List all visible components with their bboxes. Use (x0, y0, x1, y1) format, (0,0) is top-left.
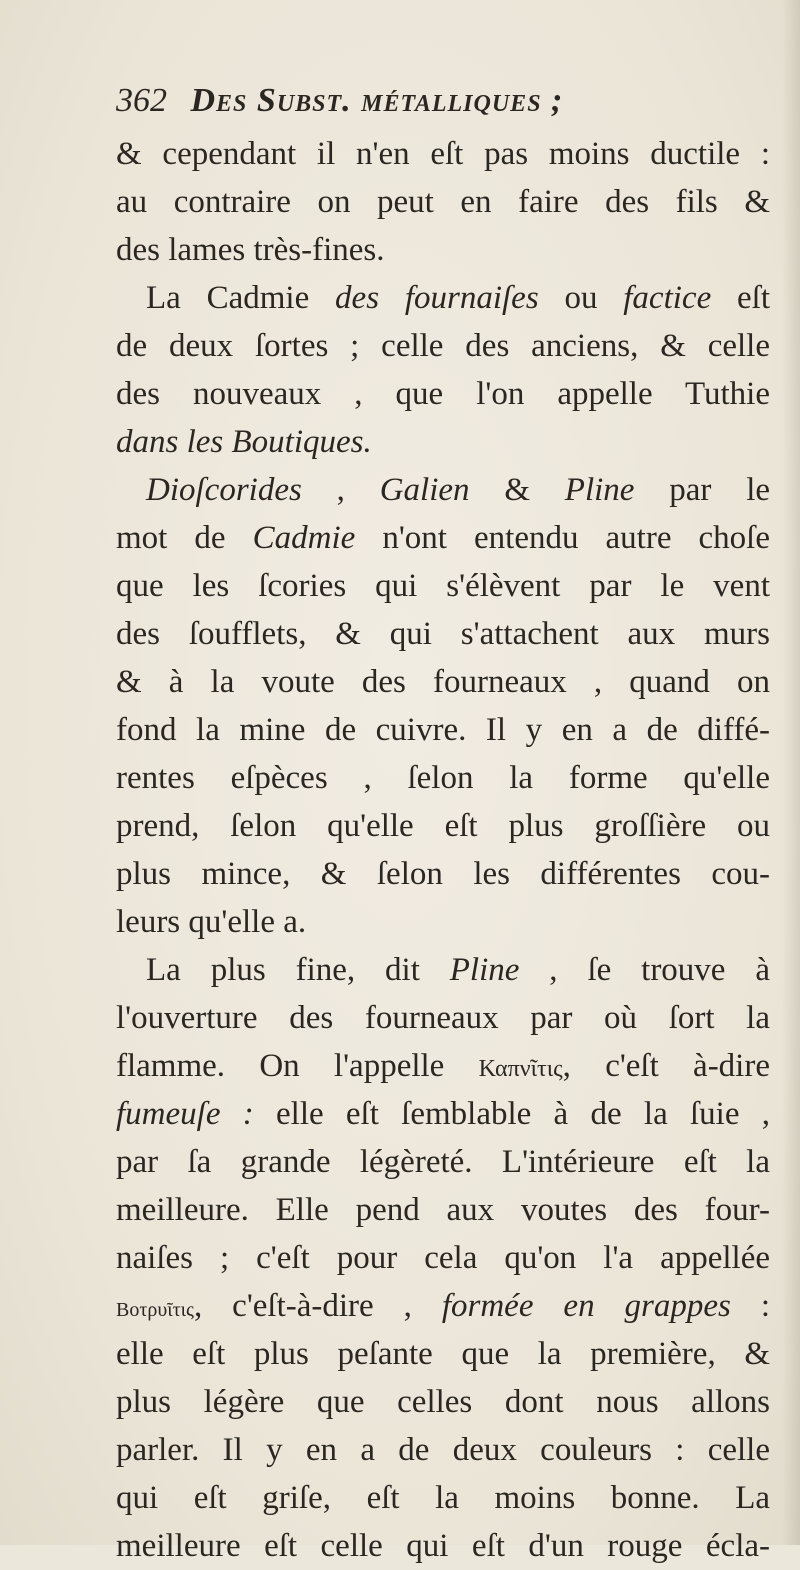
italic-term: factice (623, 280, 712, 316)
text-span: : (730, 1288, 770, 1324)
text-line (116, 274, 770, 322)
text-span: plus mince, & ſelon les différentes cou- (116, 856, 770, 892)
text-span: leurs qu'elle a. (116, 904, 307, 940)
italic-term: des fournaiſes (335, 280, 539, 316)
text-span: meilleure eſt celle qui eſt d'un rouge écla- (116, 1528, 770, 1564)
text-span: elle eſt plus peſante que la première, & (116, 1336, 770, 1372)
text-span: prend, ſelon qu'elle eſt plus groſſière ou (116, 808, 770, 844)
italic-term: Cadmie (252, 520, 356, 556)
text-span: que les ſcories qui s'élèvent par le vent (116, 568, 770, 604)
text-line (116, 754, 770, 802)
text-line (116, 658, 770, 706)
author-name: Galien (379, 472, 470, 508)
italic-term: dans les Boutiques. (116, 424, 372, 460)
text-line (116, 850, 770, 898)
text-span: , c'eſt-à-dire , (193, 1288, 442, 1324)
text-span: par ſa grande légèreté. L'intérieure eſt la (116, 1144, 770, 1180)
text-line (116, 1186, 770, 1234)
text-line (116, 1282, 770, 1330)
text-line (116, 1234, 770, 1282)
text-span: La Cadmie (146, 280, 336, 316)
text-line (116, 562, 770, 610)
text-line (116, 418, 770, 466)
text-span: des lames très-fines. (116, 232, 385, 268)
text-line (116, 1522, 770, 1570)
body-text (116, 130, 770, 1570)
text-span: & cependant il n'en eſt pas moins ductile : (116, 136, 770, 172)
text-line (116, 178, 770, 226)
author-name: Pline (564, 472, 635, 508)
text-line (116, 322, 770, 370)
greek-term: Καπνῖτις (478, 1056, 563, 1082)
text-span: , (301, 472, 380, 508)
text-line (116, 946, 770, 994)
text-span: qui eſt griſe, eſt la moins bonne. La (116, 1480, 770, 1516)
running-header (116, 82, 756, 126)
italic-term: formée en grappes (441, 1288, 731, 1324)
text-span: par le (634, 472, 771, 508)
text-span: parler. Il y en a de deux couleurs : celle (116, 1432, 770, 1468)
text-line (116, 1042, 770, 1090)
greek-term: Βοτρυῖτις (116, 1299, 194, 1321)
text-span: ou (538, 280, 624, 316)
text-line (116, 802, 770, 850)
text-line (116, 1426, 770, 1474)
text-line (116, 1330, 770, 1378)
text-span: elle eſt ſemblable à de la ſuie , (253, 1096, 771, 1132)
text-span: l'ouverture des fourneaux par où ſort la (116, 1000, 770, 1036)
text-span: , ſe trouve à (519, 952, 770, 988)
text-line (116, 994, 770, 1042)
text-line (116, 1138, 770, 1186)
text-span: La plus fine, dit (146, 952, 450, 988)
text-line (116, 370, 770, 418)
text-span: rentes eſpèces , ſelon la forme qu'elle (116, 760, 770, 796)
text-span: au contraire on peut en faire des fils & (116, 184, 770, 220)
page-number: 362 (116, 82, 167, 119)
text-span: n'ont entendu autre choſe (355, 520, 771, 556)
text-span: & à la voute des fourneaux , quand on (116, 664, 770, 700)
text-span: mot de (116, 520, 253, 556)
text-span: meilleure. Elle pend aux voutes des four- (116, 1192, 770, 1228)
text-span: flamme. On l'appelle (116, 1048, 479, 1084)
text-span: fond la mine de cuivre. Il y en a de diffé- (116, 712, 770, 748)
text-line (116, 226, 770, 274)
text-line (116, 130, 770, 178)
text-span: eſt (711, 280, 770, 316)
text-span: & (469, 472, 565, 508)
text-span: plus légère que celles dont nous allons (116, 1384, 770, 1420)
text-line (116, 466, 770, 514)
running-title: Des Subst. métalliques ; (190, 82, 564, 119)
text-span: de deux ſortes ; celle des anciens, & celle (116, 328, 770, 364)
text-line (116, 1474, 770, 1522)
text-span: , c'eſt à-dire (562, 1048, 770, 1084)
text-line (116, 610, 770, 658)
text-line (116, 1378, 770, 1426)
text-line (116, 1090, 770, 1138)
author-name: Dioſcorides (146, 472, 302, 508)
text-span: des ſoufflets, & qui s'attachent aux murs (116, 616, 770, 652)
text-span: des nouveaux , que l'on appelle Tuthie (116, 376, 770, 412)
author-name: Pline (449, 952, 520, 988)
text-line (116, 514, 770, 562)
text-span: naiſes ; c'eſt pour cela qu'on l'a appellée (116, 1240, 770, 1276)
text-line (116, 898, 770, 946)
italic-term: fumeuſe : (116, 1096, 254, 1132)
text-line (116, 706, 770, 754)
